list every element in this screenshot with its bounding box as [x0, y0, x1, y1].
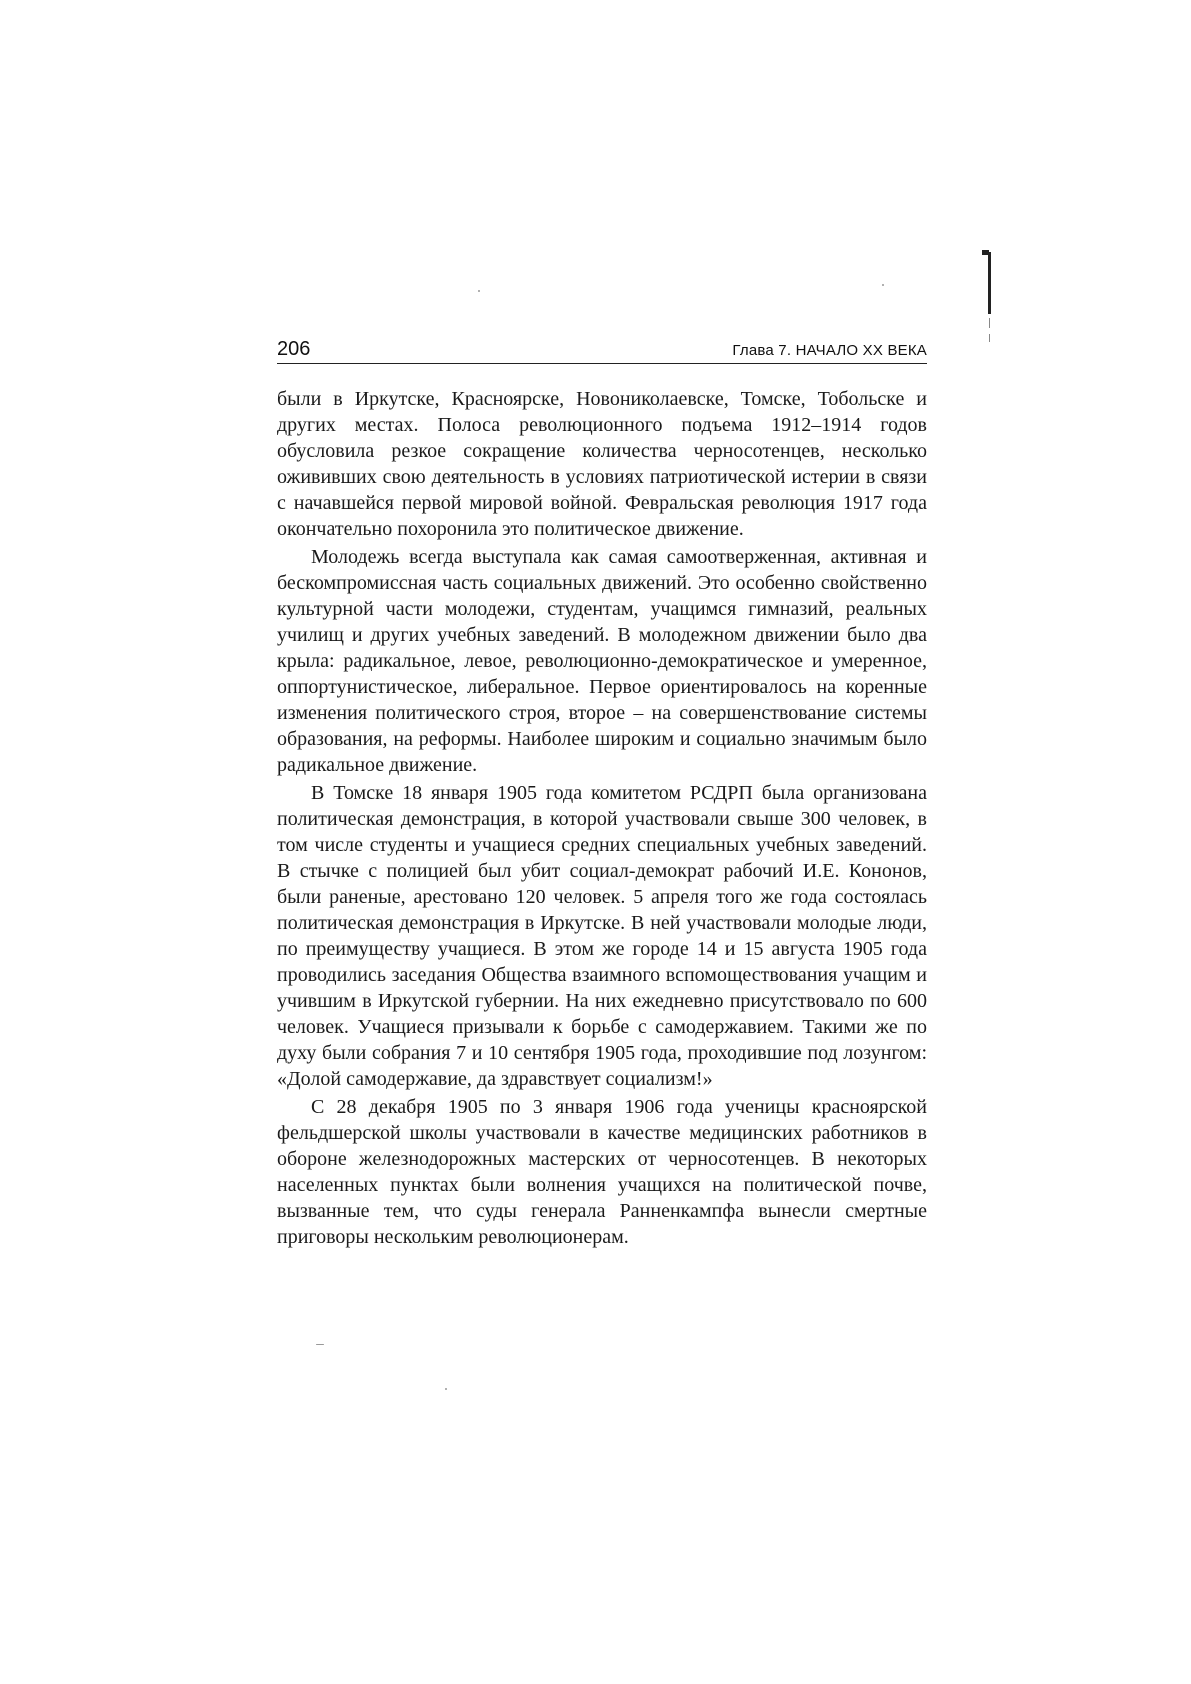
scan-speck [478, 290, 480, 292]
scan-speck [882, 284, 884, 286]
running-head: Глава 7. НАЧАЛО XX ВЕКА [732, 342, 927, 359]
scan-artifact-dash [989, 318, 990, 328]
scan-artifact-dash [989, 334, 990, 342]
page-number: 206 [277, 338, 311, 360]
paragraph: В Томске 18 января 1905 года комитетом РСДРП была организована политическая демонстрация, в которой участвовали свыше 300 человек, в том числе студенты и учащиеся средних специальных учебных заведений. В стычке с полицией был убит социал-демократ рабочий И.Е. Кононов, были раненые, арестовано 120 человек. 5 апреля того же года состоялась политическая демонстрация в Иркутске. В ней участвовали молодые люди, по преимуществу учащиеся. В этом же городе 14 и 15 августа 1905 года проводились заседания Общества взаимного вспомоществования учащим и учившим в Иркутской губернии. На них ежедневно присутствовало по 600 человек. Учащиеся призывали к борьбе с самодержавием. Такими же по духу были собрания 7 и 10 сентября 1905 года, проходившие под лозунгом: «Долой самодержавие, да здравствует социализм!» [277, 782, 927, 1090]
paragraph: С 28 декабря 1905 по 3 января 1906 года ученицы красноярской фельдшерской школы участвовали в качестве медицинских работников в обороне железнодорожных мастерских от черносотенцев. В некоторых населенных пунктах были волнения учащихся на политической почве, вызванные тем, что суды генерала Ранненкампфа вынесли смертные приговоры нескольким революционерам. [277, 1096, 927, 1248]
scan-speck [445, 1388, 447, 1390]
scan-speck [316, 1344, 324, 1345]
paragraph: Молодежь всегда выступала как самая самоотверженная, активная и бескомпромиссная часть социальных движений. Это особенно свойственно культурной части молодежи, студентам, учащимся гимназий, реальных училищ и других учебных заведений. В молодежном движении было два крыла: радикальное, левое, революционно-демократическое и умеренное, оппортунистическое, либеральное. Первое ориентировалось на коренные изменения политического строя, второе – на совершенствование системы образования, на реформы. Наиболее широким и социально значимым было радикальное движение. [277, 546, 927, 776]
body-text [277, 386, 927, 1252]
paragraph: были в Иркутске, Красноярске, Новониколаевске, Томске, Тобольске и других местах. Полоса революционного подъема 1912–1914 годов обусловила резкое сокращение количества черносотенцев, несколько ожививших свою деятельность в условиях патриотической истерии в связи с начавшейся первой мировой войной. Февральская революция 1917 года окончательно похоронила это политическое движение. [277, 388, 927, 540]
page-header [277, 333, 927, 364]
scan-artifact-bar [988, 252, 991, 314]
